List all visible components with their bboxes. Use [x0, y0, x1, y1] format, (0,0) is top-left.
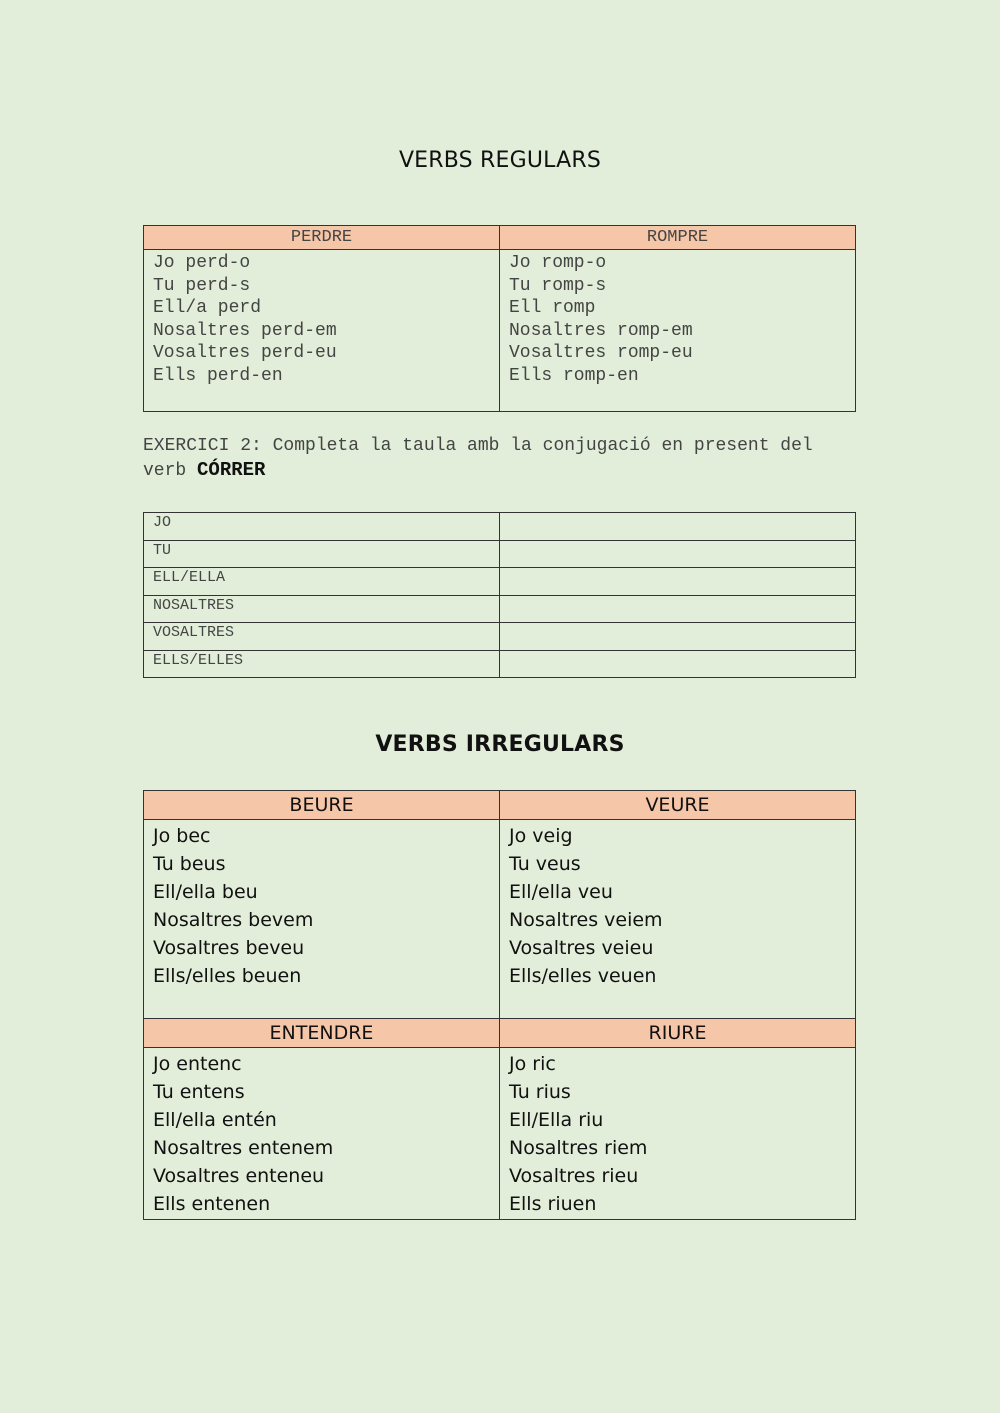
verb-header-veure: VEURE	[500, 791, 856, 820]
conjugation-line: Ells riuen	[509, 1193, 597, 1216]
pronoun-cell: ELL/ELLA	[144, 568, 500, 596]
exercise-text: EXERCICI 2: Completa la taula amb la conjugació en present del verb	[143, 436, 813, 481]
conjugation-line: Jo perd-o	[153, 253, 251, 273]
conjugation-line: Vosaltres beveu	[153, 937, 305, 960]
conjugation-line: Tu beus	[153, 853, 226, 876]
conjugation-line: Tu entens	[153, 1081, 245, 1104]
table-row	[144, 540, 856, 568]
conjugation-line: Tu rius	[509, 1081, 571, 1104]
conjugation-cell-beure	[144, 820, 500, 1019]
verb-header-entendre: ENTENDRE	[144, 1019, 500, 1048]
conjugation-line: Tu perd-s	[153, 275, 251, 296]
conjugation-line: Ells/elles beuen	[153, 965, 302, 988]
exercise-instructions	[143, 434, 856, 483]
verb-header-rompre: ROMPRE	[500, 226, 856, 250]
exercise-verb: CÓRRER	[197, 459, 266, 481]
table-row	[144, 595, 856, 623]
conjugation-line: Nosaltres veiem	[509, 909, 663, 932]
conjugation-line: Ell romp	[509, 298, 596, 319]
verb-header-riure: RIURE	[500, 1019, 856, 1048]
conjugation-cell-riure	[500, 1048, 856, 1220]
conjugation-line: Jo veig	[509, 825, 573, 847]
table-row	[144, 568, 856, 596]
conjugation-line: Jo bec	[153, 825, 211, 847]
pronoun-cell: ELLS/ELLES	[144, 650, 500, 678]
conjugation-line: Ell/ella entén	[153, 1109, 277, 1132]
conjugation-line: Ell/a perd	[153, 298, 262, 319]
conjugation-line: Vosaltres perd-eu	[153, 343, 337, 364]
conjugation-line: Ells perd-en	[153, 365, 283, 386]
irregular-verbs-table	[143, 790, 856, 1220]
conjugation-line: Vosaltres enteneu	[153, 1165, 325, 1188]
conjugation-line: Nosaltres perd-em	[153, 320, 337, 341]
exercise-table	[143, 512, 856, 678]
conjugation-cell-rompre	[500, 250, 856, 412]
answer-cell[interactable]	[500, 540, 856, 568]
pronoun-cell: NOSALTRES	[144, 595, 500, 623]
answer-cell[interactable]	[500, 513, 856, 541]
title-verbs-regulars: VERBS REGULARS	[398, 148, 602, 173]
table-row	[144, 623, 856, 651]
conjugation-line: Ells romp-en	[509, 365, 639, 386]
conjugation-line: Jo ric	[509, 1053, 556, 1075]
verb-header-beure: BEURE	[144, 791, 500, 820]
title-verbs-irregulars: VERBS IRREGULARS	[375, 732, 625, 757]
answer-cell[interactable]	[500, 595, 856, 623]
conjugation-line: Nosaltres riem	[509, 1137, 648, 1160]
answer-cell[interactable]	[500, 650, 856, 678]
table-row	[144, 650, 856, 678]
pronoun-cell: VOSALTRES	[144, 623, 500, 651]
pronoun-cell: TU	[144, 540, 500, 568]
conjugation-cell-veure	[500, 820, 856, 1019]
conjugation-line: Vosaltres romp-eu	[509, 343, 693, 364]
regular-verbs-table	[143, 225, 856, 412]
conjugation-line: Ell/ella beu	[153, 881, 258, 904]
conjugation-line: Jo entenc	[153, 1053, 242, 1075]
conjugation-line: Tu romp-s	[509, 275, 607, 296]
conjugation-line: Ells entenen	[153, 1193, 271, 1216]
pronoun-cell: JO	[144, 513, 500, 541]
conjugation-line: Vosaltres rieu	[509, 1165, 639, 1188]
conjugation-line: Jo romp-o	[509, 253, 607, 273]
conjugation-cell-perdre	[144, 250, 500, 412]
conjugation-line: Ells/elles veuen	[509, 965, 657, 988]
conjugation-line: Ell/Ella riu	[509, 1109, 604, 1132]
conjugation-line: Tu veus	[509, 853, 581, 876]
conjugation-line: Ell/ella veu	[509, 881, 613, 904]
conjugation-line: Nosaltres bevem	[153, 909, 314, 932]
conjugation-line: Nosaltres romp-em	[509, 320, 693, 341]
table-row	[144, 513, 856, 541]
conjugation-line: Vosaltres veieu	[509, 937, 654, 960]
verb-header-perdre: PERDRE	[144, 226, 500, 250]
conjugation-cell-entendre	[144, 1048, 500, 1220]
answer-cell[interactable]	[500, 568, 856, 596]
answer-cell[interactable]	[500, 623, 856, 651]
conjugation-line: Nosaltres entenem	[153, 1137, 334, 1160]
